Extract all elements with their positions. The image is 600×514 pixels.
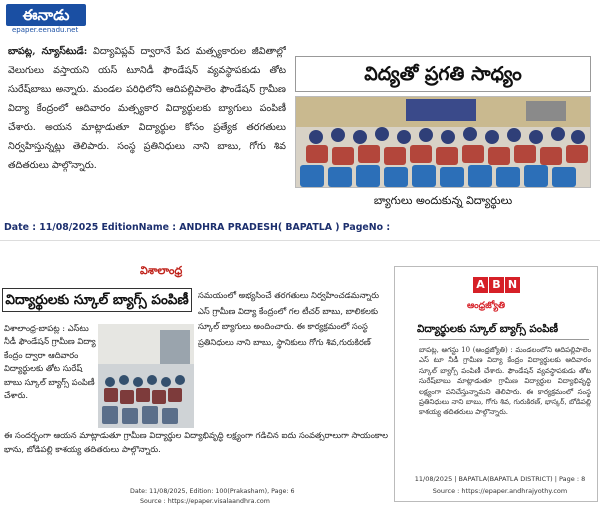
abn-logo-letter-b: B xyxy=(489,277,504,293)
eenadu-article-lead: బాపట్ల, న్యూస్‌టుడే: xyxy=(8,46,88,57)
eenadu-article-body: విద్యావిప్లవ్ ద్వారానే పేద మత్స్యకారుల జీవితాల్లో వెలుగులు వస్తాయని యస్ టూనిడీ ఫౌండేషన్ వ్యవస్థాపకుడు తోట సురేష్‌బాబు అన్నారు. మండల పరిధిలోని ఆదిపల్లిపాలెం ఫౌండేషన్ గ్రామీణ విద్యా కేంద్రంలో ఆదివారం మత్స్యకార విద్యార్థులకు బ్యాగులు పంపిణీ చేశారు. అయన మాట్లాడుతూ విద్యార్థుల కోసం ప్రత్యేక తరగతులు నిర్వహిస్తున్నట్లు తెలిపారు. సంస్థ ప్రతినిధులు నాని బాబు, గోగు శివ తదితరులు పాల్గొన్నారు. xyxy=(8,46,286,171)
andhrajyothy-clipping xyxy=(394,266,598,502)
visalandhra-footer-source: Source : https://epaper.visalaandhra.com xyxy=(140,498,270,505)
visalandhra-clipping xyxy=(0,262,390,514)
andhrajyothy-footer-date: 11/08/2025 | BAPATLA(BAPATLA DISTRICT) | Page : 8 xyxy=(414,475,586,483)
visalandhra-footer-date: Date: 11/08/2025, Edition: 100(Prakasham), Page: 6 xyxy=(130,488,295,495)
eenadu-photo-caption: బ్యాగులు అందుకున్న విద్యార్థులు xyxy=(373,194,513,207)
eenadu-headline: విద్యతో ప్రగతి సాధ్యం xyxy=(295,56,591,92)
abn-logo-letter-n: N xyxy=(505,277,520,293)
visalandhra-photo xyxy=(98,324,194,428)
andhrajyothy-masthead: ఆంధ్రజ్యోతి xyxy=(467,301,506,311)
eenadu-clipping xyxy=(0,0,600,240)
clipping-divider xyxy=(0,240,600,262)
visalandhra-masthead: విశాలాంధ్ర xyxy=(140,264,183,277)
visalandhra-column-right: సమయంలో అభ్యసించే తరగతులు నిర్వహించడమన్నారు ఎస్ గ్రామీణ విద్యా కేంద్రంలో గల టీచర్ బాబు, బాలికలకు స్కూల్ బ్యాగులు అందించారు. ఈ కార్యక్రమంలో సంస్థ ప్రతినిధులు నాని బాబు, స్థానికులు గోగు శివ,గురుకిరణ్ xyxy=(198,290,380,347)
eenadu-group-photo xyxy=(295,96,591,188)
andhrajyothy-headline: విద్యార్థులకు స్కూల్ బ్యాగ్స్ పంపిణీ xyxy=(417,323,559,335)
abn-logo-letter-a: A xyxy=(473,277,488,293)
eenadu-url: epaper.eenadu.net xyxy=(12,26,79,34)
visalandhra-headline: విద్యార్థులకు స్కూల్ బ్యాగ్స్ పంపిణీ xyxy=(2,288,192,312)
eenadu-article-text xyxy=(8,42,286,212)
eenadu-logo: ఈనాడు xyxy=(6,4,86,26)
andhrajyothy-body: బాపట్ల, ఆగస్టు 10 (ఆంధ్రజ్యోతి) : మండలంలోని ఆదిపల్లిపాలెం ఎస్ టూ నీడీ గ్రామీణ విద్యా కేంద్రం విద్యార్థులకు ఆదివారం స్కూల్ బ్యాగ్స్ పంపిణీ చేశారు. ఫౌండేషన్ వ్యవస్థాపకుడు తోట సురేష్‌బాబు మాట్లాడుతూ గ్రామీణ విద్యార్థుల విద్యాభివృద్ధి లక్ష్యంగా పనిచేస్తున్నామని తెలిపారు. ఈ కార్యక్రమంలో సంస్థ ప్రతినిధులు నాని బాబు, గోగు శివ, గురుకిరణ్, భాస్కర్, బోడిపల్లి కాశయ్య తదితరులు పాల్గొన్నారు. xyxy=(419,346,591,417)
visalandhra-column-left: విశాలాంధ్ర-బాపట్ల : ఎస్‌టు నీడీ ఫౌండేషన్ గ్రామీణ విద్యా కేంద్రం ద్వారా ఆదివారం విద్యార్థులకు తోట సురేష్ బాబు స్కూల్ బ్యాగ్స్ పంపిణీ చేశారు. xyxy=(4,323,96,401)
headline-rule xyxy=(419,339,589,340)
abn-logo xyxy=(473,277,521,303)
andhrajyothy-footer-source: Source : https://epaper.andhrajyothy.com xyxy=(432,487,568,495)
eenadu-dateline: Date : 11/08/2025 EditionName : ANDHRA PRADESH( BAPATLA ) PageNo : xyxy=(4,222,391,233)
visalandhra-body: ఈ సందర్భంగా ఆయన మాట్లాడుతూ గ్రామీణ విద్యార్థుల విద్యాభివృద్ధి లక్ష్యంగా గడిచిన ఐదు సంవత్సరాలుగా సాయంకాల భాను, బోడిపల్లి కాశయ్య తదితరులు పాల్గొన్నారు. xyxy=(4,430,388,454)
